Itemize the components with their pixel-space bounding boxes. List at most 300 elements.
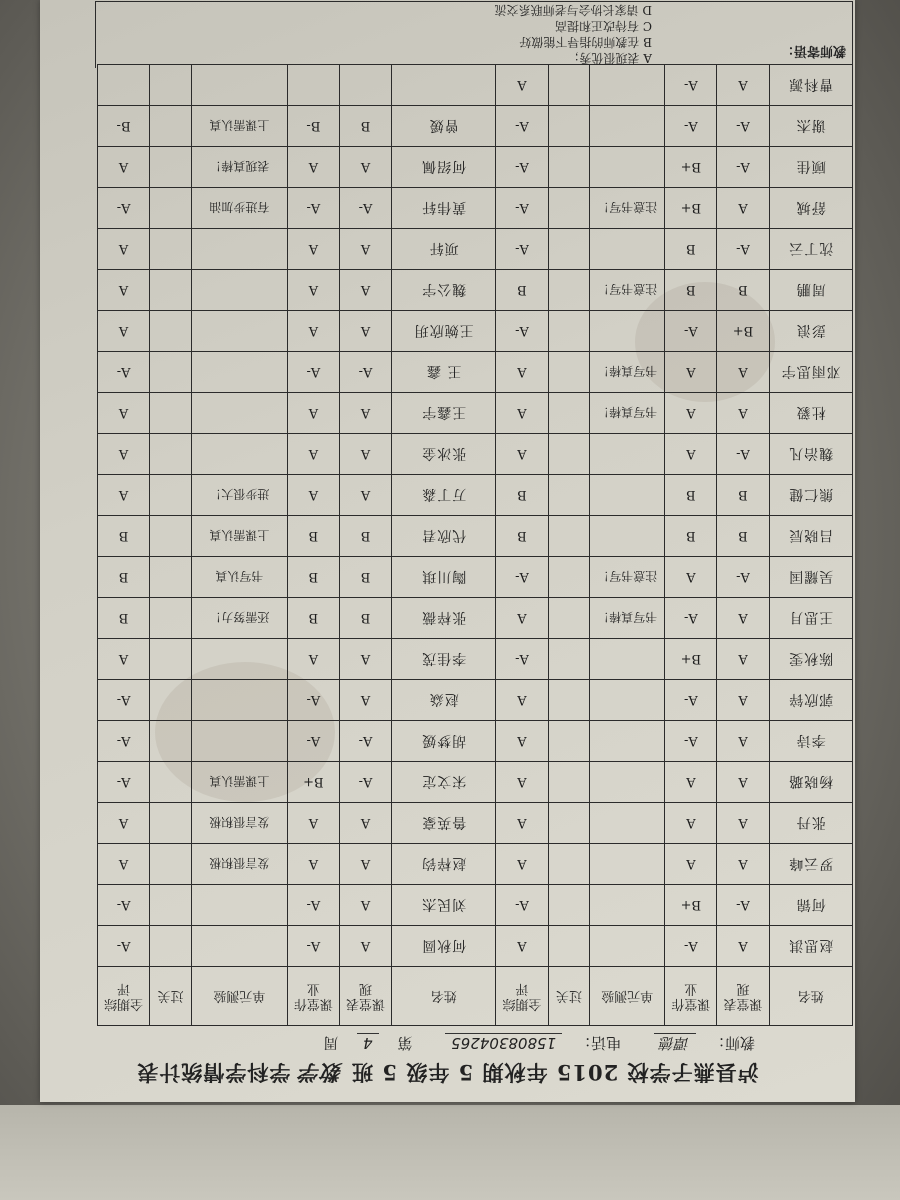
- right-unit-test-cell: 表现真棒！: [191, 147, 287, 188]
- left-unit-test-cell: [590, 434, 665, 475]
- header-name: 姓名: [392, 967, 496, 1026]
- right-class-homework-cell: B+: [287, 762, 339, 803]
- left-class-homework-cell: B+: [665, 639, 717, 680]
- right-term-overall-cell: A-: [98, 188, 150, 229]
- left-class-performance-cell: A: [717, 680, 769, 721]
- right-pass-cell: [150, 147, 192, 188]
- left-class-homework-cell: B: [665, 229, 717, 270]
- right-pass-cell: [150, 475, 192, 516]
- table-body: [98, 65, 853, 967]
- right-unit-test-cell: 书写认真: [191, 557, 287, 598]
- teacher-message-label: 教师寄语：: [780, 43, 846, 58]
- right-name-cell: 曾媛: [392, 106, 496, 147]
- header-class-performance: 课堂表现: [339, 967, 391, 1026]
- right-class-homework-cell: A: [287, 311, 339, 352]
- right-class-performance-cell: A: [339, 270, 391, 311]
- header-unit-test: 单元测验: [590, 967, 665, 1026]
- table-row: [98, 434, 853, 475]
- left-term-overall-cell: A-: [496, 639, 548, 680]
- right-class-performance-cell: A: [339, 844, 391, 885]
- table-row: [98, 65, 853, 106]
- left-unit-test-cell: [590, 311, 665, 352]
- left-term-overall-cell: A: [496, 598, 548, 639]
- right-pass-cell: [150, 516, 192, 557]
- left-class-homework-cell: A: [665, 844, 717, 885]
- right-class-performance-cell: A: [339, 926, 391, 967]
- left-class-performance-cell: A: [717, 844, 769, 885]
- phone-number: 15808304265: [445, 1033, 562, 1052]
- right-name-cell: 黄伟轩: [392, 188, 496, 229]
- left-name-cell: 曹科源: [769, 65, 852, 106]
- left-name-cell: 吕晓辰: [769, 516, 852, 557]
- left-class-homework-cell: A: [665, 352, 717, 393]
- left-class-homework-cell: B+: [665, 188, 717, 229]
- right-class-homework-cell: B: [287, 516, 339, 557]
- left-term-overall-cell: A-: [496, 557, 548, 598]
- right-name-cell: 项轩: [392, 229, 496, 270]
- left-class-performance-cell: A: [717, 762, 769, 803]
- left-pass-cell: [548, 65, 590, 106]
- right-unit-test-cell: [191, 639, 287, 680]
- left-class-performance-cell: A-: [717, 434, 769, 475]
- left-pass-cell: [548, 598, 590, 639]
- right-class-homework-cell: A-: [287, 721, 339, 762]
- week-label: 第: [397, 1034, 413, 1052]
- left-class-performance-cell: A-: [717, 885, 769, 926]
- right-term-overall-cell: A-: [98, 762, 150, 803]
- right-term-overall-cell: A: [98, 475, 150, 516]
- right-unit-test-cell: 上课需认真: [191, 516, 287, 557]
- left-class-homework-cell: A-: [665, 598, 717, 639]
- left-class-homework-cell: B: [665, 516, 717, 557]
- teacher-field: [640, 1034, 755, 1052]
- table-row: [98, 352, 853, 393]
- right-class-homework-cell: [287, 65, 339, 106]
- right-class-homework-cell: A-: [287, 885, 339, 926]
- left-pass-cell: [548, 680, 590, 721]
- table-row: [98, 926, 853, 967]
- right-name-cell: 代欣君: [392, 516, 496, 557]
- left-unit-test-cell: 注意书写！: [590, 188, 665, 229]
- right-unit-test-cell: 进步很大！: [191, 475, 287, 516]
- right-unit-test-cell: [191, 393, 287, 434]
- phone-label: 电话：: [576, 1034, 622, 1052]
- left-term-overall-cell: A: [496, 65, 548, 106]
- left-pass-cell: [548, 803, 590, 844]
- left-class-homework-cell: B+: [665, 147, 717, 188]
- left-unit-test-cell: [590, 147, 665, 188]
- paper-sheet: [40, 0, 855, 1102]
- right-term-overall-cell: A-: [98, 680, 150, 721]
- left-pass-cell: [548, 147, 590, 188]
- table-row: [98, 844, 853, 885]
- left-term-overall-cell: A: [496, 393, 548, 434]
- left-class-performance-cell: A: [717, 598, 769, 639]
- right-term-overall-cell: A: [98, 311, 150, 352]
- left-pass-cell: [548, 106, 590, 147]
- left-term-overall-cell: A: [496, 926, 548, 967]
- right-class-performance-cell: A: [339, 680, 391, 721]
- right-class-homework-cell: A: [287, 393, 339, 434]
- rating-legend: [495, 2, 652, 66]
- right-term-overall-cell: A: [98, 434, 150, 475]
- right-unit-test-cell: 上课需认真: [191, 762, 287, 803]
- right-name-cell: 刘民杰: [392, 885, 496, 926]
- right-name-cell: 王鑫宇: [392, 393, 496, 434]
- header-pass: 过关: [548, 967, 590, 1026]
- right-class-performance-cell: A: [339, 147, 391, 188]
- left-class-homework-cell: A: [665, 434, 717, 475]
- right-unit-test-cell: [191, 270, 287, 311]
- left-class-performance-cell: A: [717, 639, 769, 680]
- right-class-performance-cell: A-: [339, 188, 391, 229]
- right-name-cell: 魏公宇: [392, 270, 496, 311]
- left-class-homework-cell: A: [665, 393, 717, 434]
- left-class-homework-cell: A-: [665, 311, 717, 352]
- teacher-message-box: [95, 1, 853, 68]
- right-name-cell: 赵焱: [392, 680, 496, 721]
- left-unit-test-cell: [590, 926, 665, 967]
- right-name-cell: 张冰金: [392, 434, 496, 475]
- header-term-overall: 全期综评: [496, 967, 548, 1026]
- title-suffix: 学科学情统计表: [136, 1060, 291, 1085]
- left-pass-cell: [548, 516, 590, 557]
- left-class-homework-cell: A: [665, 762, 717, 803]
- right-pass-cell: [150, 311, 192, 352]
- grade-table: [97, 64, 853, 1026]
- right-term-overall-cell: A-: [98, 352, 150, 393]
- right-term-overall-cell: B: [98, 516, 150, 557]
- right-pass-cell: [150, 885, 192, 926]
- week-field: [309, 1034, 412, 1052]
- left-name-cell: 邓雨思宇: [769, 352, 852, 393]
- left-class-homework-cell: A: [665, 803, 717, 844]
- right-class-performance-cell: B: [339, 557, 391, 598]
- left-pass-cell: [548, 721, 590, 762]
- right-unit-test-cell: [191, 311, 287, 352]
- table-row: [98, 803, 853, 844]
- left-unit-test-cell: 书写真棒！: [590, 352, 665, 393]
- right-pass-cell: [150, 762, 192, 803]
- right-name-cell: 万丁淼: [392, 475, 496, 516]
- right-class-homework-cell: B: [287, 598, 339, 639]
- table-row: [98, 721, 853, 762]
- teacher-label: 教师：: [709, 1034, 755, 1052]
- left-name-cell: 罗云峰: [769, 844, 852, 885]
- right-class-performance-cell: [339, 65, 391, 106]
- right-pass-cell: [150, 106, 192, 147]
- left-term-overall-cell: A: [496, 680, 548, 721]
- left-unit-test-cell: [590, 885, 665, 926]
- left-class-homework-cell: A-: [665, 106, 717, 147]
- left-class-performance-cell: A: [717, 721, 769, 762]
- left-term-overall-cell: A: [496, 762, 548, 803]
- left-unit-test-cell: [590, 639, 665, 680]
- right-name-cell: 赵梓钧: [392, 844, 496, 885]
- right-term-overall-cell: A-: [98, 885, 150, 926]
- document-meta: [295, 1033, 755, 1054]
- left-pass-cell: [548, 311, 590, 352]
- table-row: [98, 639, 853, 680]
- right-class-homework-cell: B: [287, 557, 339, 598]
- wall-background: [0, 1105, 900, 1200]
- table-row: [98, 680, 853, 721]
- left-name-cell: 沈丁云: [769, 229, 852, 270]
- week-number: 4: [357, 1033, 379, 1052]
- left-term-overall-cell: B: [496, 475, 548, 516]
- right-term-overall-cell: A: [98, 270, 150, 311]
- left-class-performance-cell: A-: [717, 106, 769, 147]
- right-pass-cell: [150, 680, 192, 721]
- table-row: [98, 885, 853, 926]
- left-class-homework-cell: A-: [665, 721, 717, 762]
- left-class-performance-cell: B: [717, 270, 769, 311]
- right-unit-test-cell: [191, 885, 287, 926]
- left-pass-cell: [548, 434, 590, 475]
- left-class-homework-cell: A: [665, 557, 717, 598]
- left-term-overall-cell: B: [496, 270, 548, 311]
- left-term-overall-cell: A-: [496, 311, 548, 352]
- table-row: [98, 475, 853, 516]
- left-pass-cell: [548, 393, 590, 434]
- right-term-overall-cell: A-: [98, 926, 150, 967]
- left-pass-cell: [548, 926, 590, 967]
- left-class-homework-cell: B: [665, 270, 717, 311]
- left-name-cell: 吴耀国: [769, 557, 852, 598]
- right-class-performance-cell: A: [339, 434, 391, 475]
- right-term-overall-cell: B: [98, 557, 150, 598]
- left-unit-test-cell: [590, 229, 665, 270]
- right-class-homework-cell: A-: [287, 926, 339, 967]
- left-unit-test-cell: [590, 721, 665, 762]
- right-class-homework-cell: A-: [287, 680, 339, 721]
- left-pass-cell: [548, 188, 590, 229]
- header-class-homework: 课堂作业: [287, 967, 339, 1026]
- table-row: [98, 147, 853, 188]
- right-class-performance-cell: B: [339, 106, 391, 147]
- right-class-homework-cell: A: [287, 639, 339, 680]
- right-class-homework-cell: A: [287, 844, 339, 885]
- right-class-performance-cell: B: [339, 598, 391, 639]
- left-class-homework-cell: A-: [665, 65, 717, 106]
- right-class-performance-cell: A: [339, 475, 391, 516]
- right-class-performance-cell: A: [339, 393, 391, 434]
- right-unit-test-cell: [191, 721, 287, 762]
- right-name-cell: 陶川琪: [392, 557, 496, 598]
- right-class-homework-cell: A-: [287, 352, 339, 393]
- table-row: [98, 557, 853, 598]
- right-name-cell: 李佳茂: [392, 639, 496, 680]
- right-term-overall-cell: A: [98, 147, 150, 188]
- right-class-homework-cell: A: [287, 229, 339, 270]
- right-pass-cell: [150, 844, 192, 885]
- right-unit-test-cell: 还需努力！: [191, 598, 287, 639]
- right-term-overall-cell: A: [98, 393, 150, 434]
- table-row: [98, 598, 853, 639]
- right-unit-test-cell: [191, 65, 287, 106]
- left-name-cell: 谢杰: [769, 106, 852, 147]
- right-class-homework-cell: A: [287, 270, 339, 311]
- right-class-homework-cell: B-: [287, 106, 339, 147]
- left-unit-test-cell: 注意书写！: [590, 270, 665, 311]
- week-unit: 周: [323, 1034, 339, 1052]
- header-class-performance: 课堂表现: [717, 967, 769, 1026]
- left-term-overall-cell: B: [496, 516, 548, 557]
- header-class-homework: 课堂作业: [665, 967, 717, 1026]
- right-unit-test-cell: [191, 434, 287, 475]
- right-unit-test-cell: 有进步加油: [191, 188, 287, 229]
- left-term-overall-cell: A: [496, 844, 548, 885]
- left-name-cell: 何锦: [769, 885, 852, 926]
- table-row: [98, 393, 853, 434]
- left-unit-test-cell: [590, 516, 665, 557]
- right-name-cell: 宋文定: [392, 762, 496, 803]
- left-unit-test-cell: [590, 844, 665, 885]
- right-class-performance-cell: B: [339, 516, 391, 557]
- right-pass-cell: [150, 926, 192, 967]
- right-unit-test-cell: [191, 680, 287, 721]
- right-pass-cell: [150, 393, 192, 434]
- teacher-name: 谭德: [654, 1033, 696, 1052]
- left-name-cell: 李诗: [769, 721, 852, 762]
- phone-field: [431, 1034, 621, 1052]
- right-pass-cell: [150, 557, 192, 598]
- right-class-performance-cell: A-: [339, 721, 391, 762]
- right-name-cell: 张梓薇: [392, 598, 496, 639]
- table-row: [98, 762, 853, 803]
- left-name-cell: 陈秋雯: [769, 639, 852, 680]
- right-pass-cell: [150, 188, 192, 229]
- right-unit-test-cell: 上课需认真: [191, 106, 287, 147]
- right-name-cell: 胡梦媛: [392, 721, 496, 762]
- right-pass-cell: [150, 803, 192, 844]
- table-header-row: [98, 967, 853, 1026]
- left-name-cell: 张丹: [769, 803, 852, 844]
- right-class-performance-cell: A: [339, 803, 391, 844]
- left-name-cell: 杨晓璐: [769, 762, 852, 803]
- left-term-overall-cell: A-: [496, 106, 548, 147]
- left-pass-cell: [548, 885, 590, 926]
- header-term-overall: 全期综评: [98, 967, 150, 1026]
- right-unit-test-cell: [191, 352, 287, 393]
- right-name-cell: 何秋圆: [392, 926, 496, 967]
- header-pass: 过关: [150, 967, 192, 1026]
- left-pass-cell: [548, 270, 590, 311]
- left-pass-cell: [548, 475, 590, 516]
- document-title: [40, 1058, 855, 1088]
- left-pass-cell: [548, 557, 590, 598]
- legend-item: A 表现很优秀；: [567, 51, 652, 65]
- left-term-overall-cell: A: [496, 434, 548, 475]
- left-name-cell: 熊仁健: [769, 475, 852, 516]
- right-name-cell: 何绍佩: [392, 147, 496, 188]
- right-term-overall-cell: B: [98, 598, 150, 639]
- left-unit-test-cell: [590, 475, 665, 516]
- right-pass-cell: [150, 434, 192, 475]
- left-class-homework-cell: A-: [665, 680, 717, 721]
- right-name-cell: 鲁英豪: [392, 803, 496, 844]
- left-class-homework-cell: B+: [665, 885, 717, 926]
- right-pass-cell: [150, 598, 192, 639]
- table-row: [98, 311, 853, 352]
- left-unit-test-cell: 书写真棒！: [590, 598, 665, 639]
- right-term-overall-cell: A: [98, 803, 150, 844]
- left-term-overall-cell: A: [496, 721, 548, 762]
- left-class-performance-cell: A: [717, 393, 769, 434]
- left-pass-cell: [548, 352, 590, 393]
- left-name-cell: 王思月: [769, 598, 852, 639]
- left-class-performance-cell: A: [717, 188, 769, 229]
- left-unit-test-cell: [590, 106, 665, 147]
- left-term-overall-cell: A: [496, 803, 548, 844]
- right-pass-cell: [150, 639, 192, 680]
- legend-item: C 有待改正和提高: [555, 19, 652, 33]
- left-class-homework-cell: A-: [665, 926, 717, 967]
- right-pass-cell: [150, 65, 192, 106]
- left-name-cell: 杜毅: [769, 393, 852, 434]
- right-class-homework-cell: A-: [287, 188, 339, 229]
- right-class-performance-cell: A: [339, 885, 391, 926]
- left-class-performance-cell: A: [717, 926, 769, 967]
- left-pass-cell: [548, 639, 590, 680]
- right-pass-cell: [150, 352, 192, 393]
- right-class-performance-cell: A: [339, 639, 391, 680]
- legend-item: B 在教师的指导下能做好: [519, 35, 652, 49]
- right-name-cell: [392, 65, 496, 106]
- right-class-homework-cell: A: [287, 147, 339, 188]
- right-term-overall-cell: B-: [98, 106, 150, 147]
- left-pass-cell: [548, 762, 590, 803]
- right-term-overall-cell: [98, 65, 150, 106]
- left-class-performance-cell: A-: [717, 147, 769, 188]
- left-unit-test-cell: [590, 65, 665, 106]
- right-class-performance-cell: A: [339, 311, 391, 352]
- header-unit-test: 单元测验: [191, 967, 287, 1026]
- left-class-performance-cell: B: [717, 475, 769, 516]
- left-term-overall-cell: A-: [496, 188, 548, 229]
- title-subject: 数学: [298, 1060, 343, 1084]
- title-prefix: 泸县燕子学校 2015 年秋期 5 年级 5 班: [351, 1060, 759, 1085]
- right-term-overall-cell: A: [98, 229, 150, 270]
- left-class-performance-cell: A: [717, 65, 769, 106]
- left-pass-cell: [548, 229, 590, 270]
- left-class-performance-cell: B+: [717, 311, 769, 352]
- right-term-overall-cell: A: [98, 844, 150, 885]
- right-term-overall-cell: A-: [98, 721, 150, 762]
- left-name-cell: 魏治凡: [769, 434, 852, 475]
- table-row: [98, 270, 853, 311]
- left-class-performance-cell: A: [717, 803, 769, 844]
- left-unit-test-cell: [590, 680, 665, 721]
- right-name-cell: 王婉欣玥: [392, 311, 496, 352]
- left-name-cell: 赵思淇: [769, 926, 852, 967]
- right-unit-test-cell: [191, 229, 287, 270]
- table-row: [98, 516, 853, 557]
- left-term-overall-cell: A: [496, 352, 548, 393]
- left-class-performance-cell: A-: [717, 557, 769, 598]
- right-unit-test-cell: 发言很积极: [191, 803, 287, 844]
- left-class-performance-cell: A-: [717, 229, 769, 270]
- right-pass-cell: [150, 721, 192, 762]
- left-name-cell: 彭浪: [769, 311, 852, 352]
- left-unit-test-cell: [590, 803, 665, 844]
- left-pass-cell: [548, 844, 590, 885]
- table-row: [98, 188, 853, 229]
- right-class-performance-cell: A: [339, 229, 391, 270]
- left-class-performance-cell: B: [717, 516, 769, 557]
- left-unit-test-cell: 书写真棒！: [590, 393, 665, 434]
- right-class-homework-cell: A: [287, 475, 339, 516]
